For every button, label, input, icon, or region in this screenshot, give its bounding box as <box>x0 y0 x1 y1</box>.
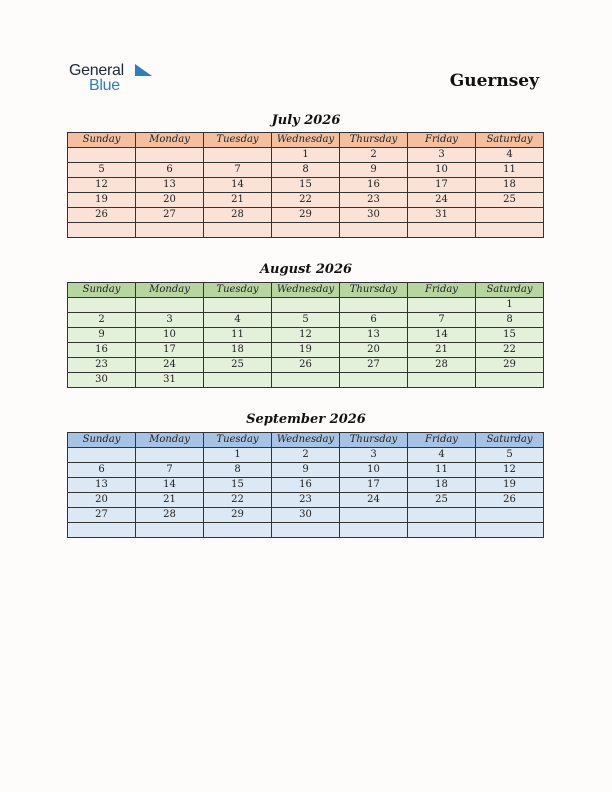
day-cell <box>272 523 340 538</box>
day-cell: 25 <box>476 193 544 208</box>
day-cell <box>408 523 476 538</box>
weekday-header: Thursday <box>340 433 408 448</box>
day-cell: 15 <box>204 478 272 493</box>
day-cell <box>408 508 476 523</box>
day-cell: 14 <box>136 478 204 493</box>
weekday-header: Monday <box>136 433 204 448</box>
day-cell: 28 <box>136 508 204 523</box>
day-cell: 25 <box>408 493 476 508</box>
week-row <box>68 493 544 508</box>
week-row <box>68 463 544 478</box>
week-row <box>68 478 544 493</box>
weekday-header: Sunday <box>68 283 136 298</box>
day-cell: 6 <box>340 313 408 328</box>
weekday-header: Thursday <box>340 283 408 298</box>
day-cell: 30 <box>340 208 408 223</box>
day-cell: 26 <box>476 493 544 508</box>
day-cell <box>476 373 544 388</box>
weekday-header: Saturday <box>476 133 544 148</box>
day-cell: 6 <box>68 463 136 478</box>
weekday-header: Wednesday <box>272 283 340 298</box>
day-cell: 9 <box>68 328 136 343</box>
day-cell: 21 <box>204 193 272 208</box>
day-cell <box>136 523 204 538</box>
logo-general-text: General <box>69 62 124 79</box>
day-cell: 20 <box>68 493 136 508</box>
day-cell: 6 <box>136 163 204 178</box>
day-cell: 3 <box>408 148 476 163</box>
day-cell: 30 <box>272 508 340 523</box>
day-cell: 31 <box>136 373 204 388</box>
day-cell: 5 <box>68 163 136 178</box>
day-cell: 17 <box>408 178 476 193</box>
month-title-september: September 2026 <box>246 412 366 427</box>
day-cell: 27 <box>68 508 136 523</box>
day-cell: 15 <box>272 178 340 193</box>
day-cell: 9 <box>340 163 408 178</box>
day-cell: 22 <box>204 493 272 508</box>
weekday-header: Sunday <box>68 433 136 448</box>
weekday-header: Friday <box>408 283 476 298</box>
day-cell: 14 <box>408 328 476 343</box>
day-cell: 11 <box>476 163 544 178</box>
day-cell: 5 <box>272 313 340 328</box>
week-row <box>68 523 544 538</box>
day-cell <box>340 373 408 388</box>
day-cell <box>204 523 272 538</box>
day-cell: 1 <box>272 148 340 163</box>
day-cell <box>476 508 544 523</box>
day-cell: 11 <box>204 328 272 343</box>
day-cell <box>204 223 272 238</box>
weekday-header: Tuesday <box>204 433 272 448</box>
day-cell: 24 <box>340 493 408 508</box>
day-cell: 24 <box>408 193 476 208</box>
day-cell <box>340 223 408 238</box>
week-row <box>68 328 544 343</box>
day-cell: 12 <box>272 328 340 343</box>
day-cell <box>272 223 340 238</box>
day-cell: 19 <box>68 193 136 208</box>
day-cell: 22 <box>476 343 544 358</box>
calendar-july <box>67 132 544 238</box>
day-cell: 7 <box>408 313 476 328</box>
week-row <box>68 358 544 373</box>
day-cell <box>340 523 408 538</box>
day-cell: 2 <box>272 448 340 463</box>
day-cell: 18 <box>476 178 544 193</box>
weekday-header: Monday <box>136 133 204 148</box>
week-row <box>68 343 544 358</box>
week-row <box>68 223 544 238</box>
logo-triangle-icon <box>133 63 153 77</box>
day-cell <box>68 223 136 238</box>
day-cell <box>136 223 204 238</box>
country-title: Guernsey <box>449 71 539 91</box>
day-cell <box>408 298 476 313</box>
day-cell <box>136 298 204 313</box>
day-cell <box>476 223 544 238</box>
day-cell: 29 <box>204 508 272 523</box>
day-cell <box>476 523 544 538</box>
week-row <box>68 178 544 193</box>
day-cell: 14 <box>204 178 272 193</box>
day-cell: 26 <box>68 208 136 223</box>
day-cell: 3 <box>340 448 408 463</box>
day-cell <box>408 373 476 388</box>
day-cell: 17 <box>136 343 204 358</box>
day-cell: 1 <box>204 448 272 463</box>
day-cell: 10 <box>340 463 408 478</box>
week-row <box>68 208 544 223</box>
day-cell: 4 <box>408 448 476 463</box>
day-cell <box>136 448 204 463</box>
day-cell: 20 <box>340 343 408 358</box>
day-cell <box>340 508 408 523</box>
day-cell: 22 <box>272 193 340 208</box>
day-cell: 4 <box>204 313 272 328</box>
day-cell: 31 <box>408 208 476 223</box>
day-cell: 19 <box>476 478 544 493</box>
day-cell: 12 <box>476 463 544 478</box>
day-cell: 25 <box>204 358 272 373</box>
week-row <box>68 298 544 313</box>
day-cell <box>476 208 544 223</box>
weekday-header: Thursday <box>340 133 408 148</box>
day-cell <box>204 148 272 163</box>
week-row <box>68 508 544 523</box>
day-cell: 17 <box>340 478 408 493</box>
weekday-header: Friday <box>408 433 476 448</box>
weekday-header: Saturday <box>476 433 544 448</box>
day-cell <box>68 298 136 313</box>
day-cell: 2 <box>340 148 408 163</box>
week-row <box>68 148 544 163</box>
week-row <box>68 448 544 463</box>
calendar-august <box>67 282 544 388</box>
day-cell <box>408 223 476 238</box>
month-title-july: July 2026 <box>271 113 341 128</box>
day-cell: 9 <box>272 463 340 478</box>
day-cell: 11 <box>408 463 476 478</box>
day-cell: 27 <box>136 208 204 223</box>
day-cell: 13 <box>68 478 136 493</box>
day-cell: 8 <box>272 163 340 178</box>
week-row <box>68 163 544 178</box>
day-cell: 21 <box>136 493 204 508</box>
day-cell: 28 <box>204 208 272 223</box>
day-cell <box>68 148 136 163</box>
day-cell: 12 <box>68 178 136 193</box>
day-cell: 8 <box>204 463 272 478</box>
day-cell <box>204 298 272 313</box>
day-cell: 16 <box>68 343 136 358</box>
weekday-header: Sunday <box>68 133 136 148</box>
weekday-header-row <box>68 283 544 298</box>
day-cell: 27 <box>340 358 408 373</box>
day-cell <box>68 448 136 463</box>
day-cell: 23 <box>272 493 340 508</box>
day-cell: 5 <box>476 448 544 463</box>
day-cell: 24 <box>136 358 204 373</box>
day-cell: 26 <box>272 358 340 373</box>
weekday-header-row <box>68 133 544 148</box>
day-cell: 23 <box>68 358 136 373</box>
day-cell: 21 <box>408 343 476 358</box>
day-cell <box>272 373 340 388</box>
weekday-header: Friday <box>408 133 476 148</box>
weekday-header: Tuesday <box>204 133 272 148</box>
weekday-header: Tuesday <box>204 283 272 298</box>
week-row <box>68 193 544 208</box>
weekday-header-row <box>68 433 544 448</box>
week-row <box>68 373 544 388</box>
day-cell: 2 <box>68 313 136 328</box>
day-cell: 30 <box>68 373 136 388</box>
day-cell <box>68 523 136 538</box>
day-cell: 19 <box>272 343 340 358</box>
day-cell: 4 <box>476 148 544 163</box>
day-cell: 29 <box>272 208 340 223</box>
weekday-header: Saturday <box>476 283 544 298</box>
logo-blue-text: Blue <box>89 77 120 94</box>
day-cell <box>204 373 272 388</box>
logo <box>69 62 169 96</box>
day-cell: 10 <box>408 163 476 178</box>
day-cell: 7 <box>204 163 272 178</box>
day-cell: 3 <box>136 313 204 328</box>
day-cell: 20 <box>136 193 204 208</box>
weekday-header: Wednesday <box>272 433 340 448</box>
day-cell: 7 <box>136 463 204 478</box>
weekday-header: Monday <box>136 283 204 298</box>
day-cell: 13 <box>136 178 204 193</box>
day-cell: 10 <box>136 328 204 343</box>
calendar-september <box>67 432 544 538</box>
day-cell <box>272 298 340 313</box>
day-cell: 13 <box>340 328 408 343</box>
day-cell: 28 <box>408 358 476 373</box>
day-cell: 18 <box>408 478 476 493</box>
day-cell: 16 <box>272 478 340 493</box>
day-cell <box>340 298 408 313</box>
day-cell: 15 <box>476 328 544 343</box>
day-cell: 8 <box>476 313 544 328</box>
month-title-august: August 2026 <box>259 262 353 277</box>
day-cell: 16 <box>340 178 408 193</box>
week-row <box>68 313 544 328</box>
day-cell: 1 <box>476 298 544 313</box>
day-cell: 29 <box>476 358 544 373</box>
weekday-header: Wednesday <box>272 133 340 148</box>
day-cell: 18 <box>204 343 272 358</box>
day-cell <box>136 148 204 163</box>
day-cell: 23 <box>340 193 408 208</box>
